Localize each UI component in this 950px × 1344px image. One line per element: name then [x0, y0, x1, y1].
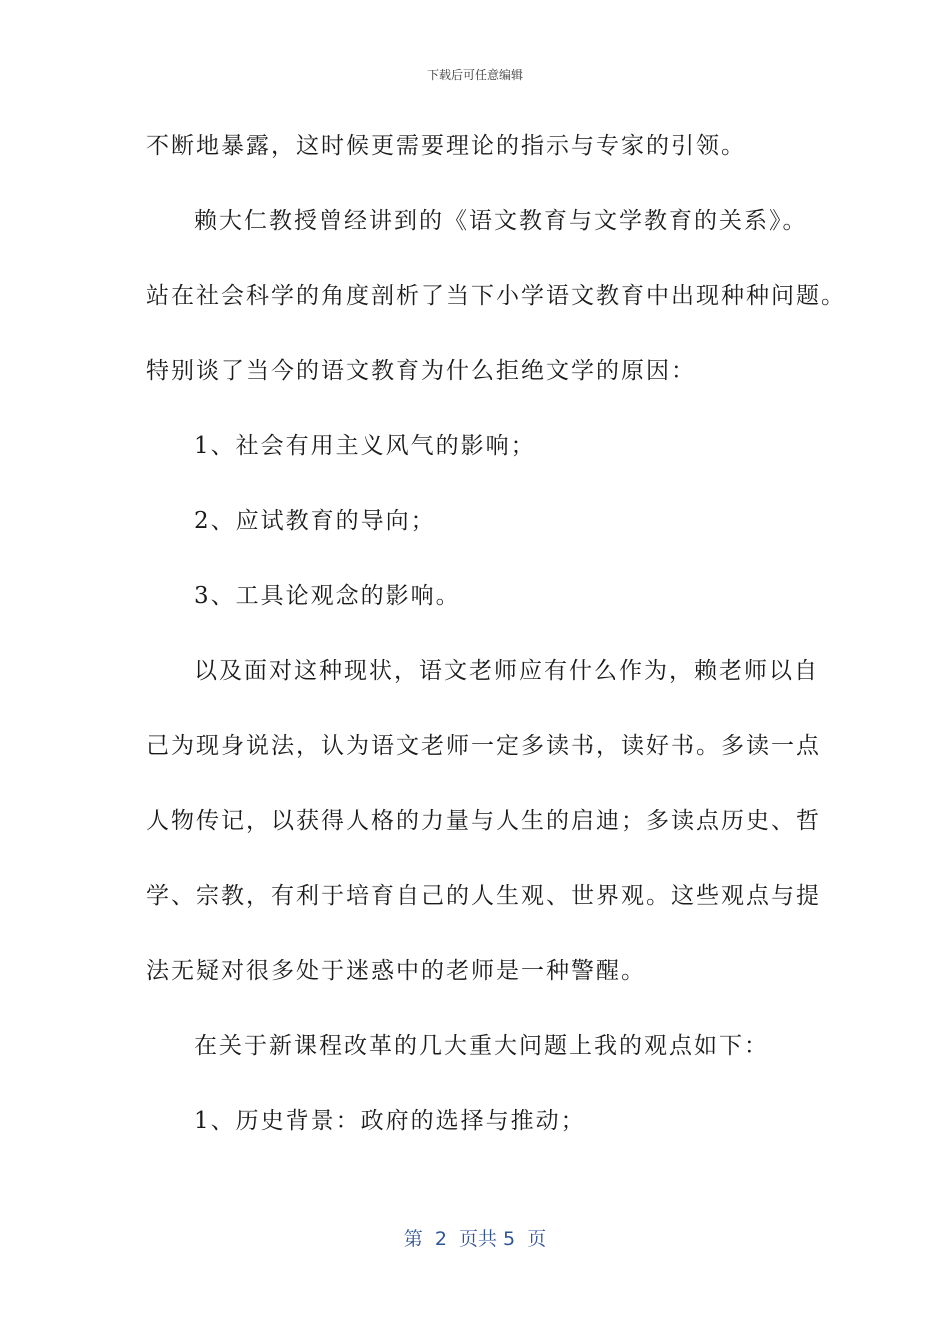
- paragraph-line: 法无疑对很多处于迷惑中的老师是一种警醒。: [146, 958, 646, 984]
- paragraph-line: 己为现身说法，认为语文老师一定多读书，读好书。多读一点: [146, 733, 821, 759]
- paragraph-line: 不断地暴露，这时候更需要理论的指示与专家的引领。: [146, 133, 746, 159]
- page-header: 下载后可任意编辑: [426, 68, 523, 82]
- list-item: 1、历史背景：政府的选择与推动；: [194, 1108, 586, 1134]
- list-item: 3、工具论观念的影响。: [194, 583, 461, 609]
- paragraph-line: 站在社会科学的角度剖析了当下小学语文教育中出现种种问题。: [146, 283, 846, 309]
- document-body: [146, 118, 846, 1168]
- list-item: 1、社会有用主义风气的影响；: [194, 433, 536, 459]
- paragraph-line: 在关于新课程改革的几大重大问题上我的观点如下：: [194, 1033, 769, 1059]
- paragraph-line: 赖大仁教授曾经讲到的《语文教育与文学教育的关系》。: [194, 208, 808, 234]
- page-number-footer: 第 2 页共 5 页: [403, 1228, 547, 1250]
- list-item: 2、应试教育的导向；: [194, 508, 436, 534]
- paragraph-line: 人物传记，以获得人格的力量与人生的启迪；多读点历史、哲: [146, 808, 821, 834]
- paragraph-line: 学、宗教，有利于培育自己的人生观、世界观。这些观点与提: [146, 883, 821, 909]
- paragraph-line: 特别谈了当今的语文教育为什么拒绝文学的原因：: [146, 358, 696, 384]
- paragraph-line: 以及面对这种现状，语文老师应有什么作为，赖老师以自: [194, 658, 819, 684]
